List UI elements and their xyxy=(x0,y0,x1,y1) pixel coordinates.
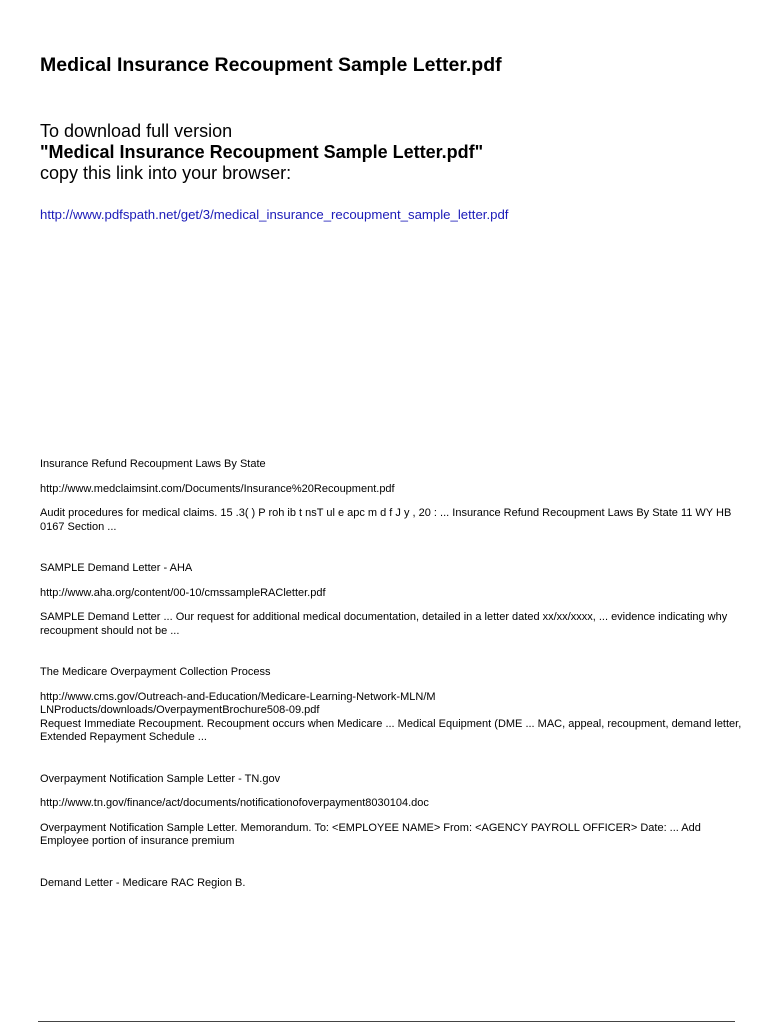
result-url[interactable]: http://www.aha.org/content/00-10/cmssampleRACletter.pdf xyxy=(40,586,326,599)
result-url[interactable]: http://www.cms.gov/Outreach-and-Education/Medicare-Learning-Network-MLN/MLNProducts/downloads/OverpaymentBrochure508-09.pdf xyxy=(40,690,436,716)
download-file-name: "Medical Insurance Recoupment Sample Letter.pdf" xyxy=(40,142,484,162)
result-snippet: Request Immediate Recoupment. Recoupment occurs when Medicare ... Medical Equipment (DME ... MAC, appeal, recoupment, demand letter, Extended Repayment Schedule ... xyxy=(40,717,742,743)
result-title: Demand Letter - Medicare RAC Region B. xyxy=(40,876,246,889)
download-instructions xyxy=(40,121,483,184)
result-snippet: Audit procedures for medical claims. 15 .3( ) P roh ib t nsT ul e apc m d f J y , 20 : ... Insurance Refund Recoupment Laws By State 11 WY HB 0167 Section ... xyxy=(40,507,732,533)
result-item xyxy=(40,877,750,891)
result-title: Overpayment Notification Sample Letter - TN.gov xyxy=(40,772,281,785)
result-snippet: SAMPLE Demand Letter ... Our request for additional medical documentation, detailed in a letter dated xx/xx/xxxx, ... evidence indicating why recoupment should not be ... xyxy=(40,611,728,637)
result-item xyxy=(40,666,750,745)
download-intro-text: To download full version xyxy=(40,121,233,141)
result-item xyxy=(40,562,750,638)
result-url[interactable]: http://www.tn.gov/finance/act/documents/notificationofoverpayment8030104.doc xyxy=(40,797,429,809)
download-copy-instruction: copy this link into your browser: xyxy=(40,163,292,183)
result-url[interactable]: http://www.medclaimsint.com/Documents/Insurance%20Recoupment.pdf xyxy=(40,482,395,495)
result-title: The Medicare Overpayment Collection Process xyxy=(40,666,271,678)
download-link[interactable]: http://www.pdfspath.net/get/3/medical_insurance_recoupment_sample_letter.pdf xyxy=(40,207,509,222)
result-item xyxy=(40,773,750,849)
footer-divider xyxy=(38,1021,735,1022)
search-results-list xyxy=(40,458,750,890)
page-title: Medical Insurance Recoupment Sample Letter.pdf xyxy=(40,54,502,76)
result-snippet: Overpayment Notification Sample Letter. Memorandum. To: <EMPLOYEE NAME> From: <AGENCY PAYROLL OFFICER> Date: ... Add Employee portion of insurance premium xyxy=(40,821,701,847)
result-item xyxy=(40,458,750,534)
result-title: Insurance Refund Recoupment Laws By State xyxy=(40,458,266,470)
result-title: SAMPLE Demand Letter - AHA xyxy=(40,562,193,574)
